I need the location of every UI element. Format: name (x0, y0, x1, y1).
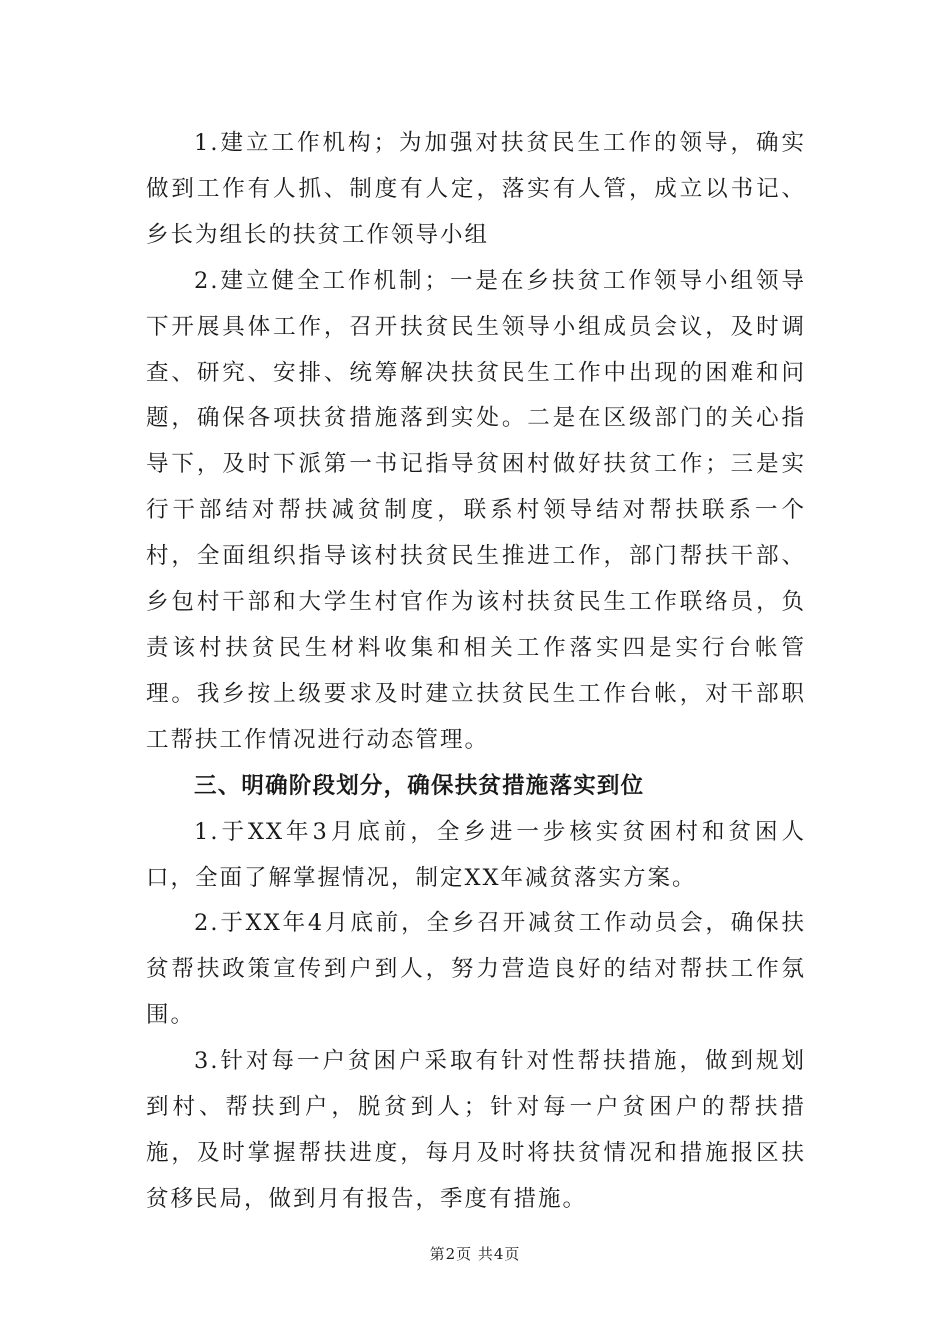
paragraph-march-deadline: 1.于XX年3月底前，全乡进一步核实贫困村和贫困人口，全面了解掌握情况，制定XX年减贫落实方案。 (146, 818, 806, 891)
paragraph-work-mechanism: 2.建立健全工作机制；一是在乡扶贫工作领导小组领导下开展具体工作，召开扶贫民生领导小组成员会议，及时调查、研究、安排、统筹解决扶贫民生工作中出现的困难和问题，确保各项扶贫措施落到实处。二是在区级部门的关心指导下，及时下派第一书记指导贫困村做好扶贫工作；三是实行干部结对帮扶减贫制度，联系村领导结对帮扶联系一个村，全面组织指导该村扶贫民生推进工作，部门帮扶干部、乡包村干部和大学生村官作为该村扶贫民生工作联络员，负责该村扶贫民生材料收集和相关工作落实四是实行台帐管理。我乡按上级要求及时建立扶贫民生工作台帐，对干部职工帮扶工作情况进行动态管理。 (146, 267, 806, 753)
paragraph-april-deadline: 2.于XX年4月底前，全乡召开减贫工作动员会，确保扶贫帮扶政策宣传到户到人，努力营造良好的结对帮扶工作氛围。 (146, 910, 806, 1029)
document-body (146, 121, 806, 1223)
paragraph-targeted-measures: 3.针对每一户贫困户采取有针对性帮扶措施，做到规划到村、帮扶到户，脱贫到人；针对每一户贫困户的帮扶措施，及时掌握帮扶进度，每月及时将扶贫情况和措施报区扶贫移民局，做到月有报告，季度有措施。 (146, 1048, 806, 1212)
section-heading-phases: 三、明确阶段划分，确保扶贫措施落实到位 (194, 772, 645, 799)
paragraph-establish-organization: 1.建立工作机构；为加强对扶贫民生工作的领导，确实做到工作有人抓、制度有人定，落实有人管，成立以书记、乡长为组长的扶贫工作领导小组 (146, 130, 806, 248)
page-number-footer: 第2页 共4页 (429, 1245, 521, 1263)
